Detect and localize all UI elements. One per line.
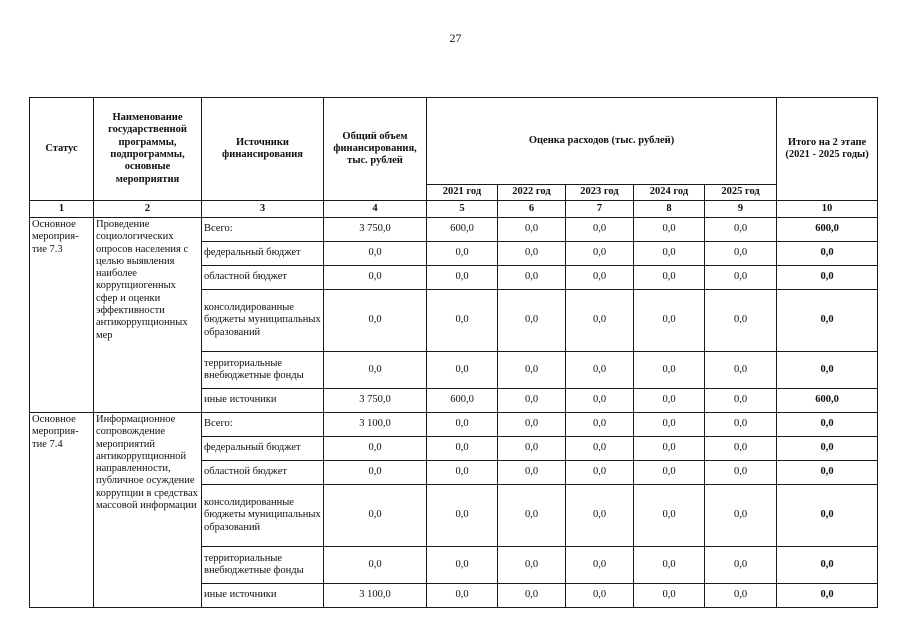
year-value-cell: 0,0 [566,266,634,290]
source-cell: консолидированные бюджеты муниципальных образований [202,485,324,547]
year-value-cell: 0,0 [427,352,498,389]
column-number: 10 [777,201,878,218]
year-value-cell: 0,0 [634,413,705,437]
year-value-cell: 0,0 [427,242,498,266]
year-value-cell: 0,0 [566,389,634,413]
total-volume-cell: 0,0 [324,547,427,584]
stage-total-cell: 0,0 [777,266,878,290]
column-number: 3 [202,201,324,218]
year-value-cell: 0,0 [427,266,498,290]
year-value-cell: 0,0 [427,437,498,461]
year-value-cell: 0,0 [705,352,777,389]
year-value-cell: 0,0 [498,461,566,485]
year-value-cell: 0,0 [427,290,498,352]
stage-total-cell: 0,0 [777,485,878,547]
column-number: 8 [634,201,705,218]
year-value-cell: 0,0 [566,461,634,485]
header-year: 2024 год [634,185,705,201]
column-number: 5 [427,201,498,218]
column-number: 2 [94,201,202,218]
page-number: 27 [449,31,462,45]
year-value-cell: 0,0 [566,290,634,352]
year-value-cell: 0,0 [705,389,777,413]
source-cell: территориальные внебюджетные фонды [202,547,324,584]
year-value-cell: 0,0 [705,290,777,352]
header-year: 2022 год [498,185,566,201]
stage-total-cell: 0,0 [777,461,878,485]
year-value-cell: 0,0 [705,218,777,242]
year-value-cell: 0,0 [566,584,634,608]
header-year: 2025 год [705,185,777,201]
stage-total-cell: 0,0 [777,290,878,352]
stage-total-cell: 600,0 [777,389,878,413]
source-cell: иные источники [202,584,324,608]
header-sources: Источники финансирования [202,98,324,201]
year-value-cell: 0,0 [634,437,705,461]
year-value-cell: 0,0 [705,437,777,461]
year-value-cell: 0,0 [705,547,777,584]
stage-total-cell: 0,0 [777,437,878,461]
header-year: 2023 год [566,185,634,201]
total-volume-cell: 3 100,0 [324,413,427,437]
year-value-cell: 600,0 [427,218,498,242]
year-value-cell: 0,0 [498,437,566,461]
year-value-cell: 0,0 [498,352,566,389]
year-value-cell: 0,0 [705,485,777,547]
year-value-cell: 0,0 [498,389,566,413]
year-value-cell: 0,0 [498,413,566,437]
column-number: 1 [30,201,94,218]
header-year: 2021 год [427,185,498,201]
source-cell: областной бюджет [202,461,324,485]
source-cell: иные источники [202,389,324,413]
total-volume-cell: 0,0 [324,352,427,389]
total-volume-cell: 0,0 [324,485,427,547]
source-cell: консолидированные бюджеты муниципальных образований [202,290,324,352]
total-volume-cell: 0,0 [324,242,427,266]
year-value-cell: 0,0 [498,266,566,290]
source-cell: федеральный бюджет [202,242,324,266]
year-value-cell: 0,0 [634,547,705,584]
header-name: Наименование государственной программы, подпрограммы, основные мероприятия [94,98,202,201]
year-value-cell: 0,0 [427,461,498,485]
year-value-cell: 0,0 [498,290,566,352]
year-value-cell: 0,0 [498,485,566,547]
stage-total-cell: 600,0 [777,218,878,242]
table-row [30,413,878,437]
year-value-cell: 0,0 [634,266,705,290]
year-value-cell: 0,0 [705,413,777,437]
stage-total-cell: 0,0 [777,242,878,266]
status-cell: Основное мероприя-тие 7.4 [30,413,94,608]
year-value-cell: 0,0 [634,290,705,352]
year-value-cell: 0,0 [634,352,705,389]
year-value-cell: 0,0 [705,584,777,608]
year-value-cell: 0,0 [634,584,705,608]
year-value-cell: 0,0 [427,413,498,437]
year-value-cell: 0,0 [427,485,498,547]
year-value-cell: 0,0 [566,352,634,389]
total-volume-cell: 3 100,0 [324,584,427,608]
column-number: 9 [705,201,777,218]
table-row [30,218,878,242]
stage-total-cell: 0,0 [777,352,878,389]
year-value-cell: 0,0 [634,242,705,266]
year-value-cell: 0,0 [566,242,634,266]
measure-name-cell: Проведение социологических опросов населения с целью выявления наиболее коррупциогенных сфер и оценки эффективности антикоррупционных мер [94,218,202,413]
year-value-cell: 0,0 [427,584,498,608]
year-value-cell: 0,0 [566,413,634,437]
total-volume-cell: 0,0 [324,437,427,461]
year-value-cell: 0,0 [634,218,705,242]
year-value-cell: 0,0 [566,485,634,547]
year-value-cell: 0,0 [498,584,566,608]
total-volume-cell: 3 750,0 [324,389,427,413]
year-value-cell: 0,0 [498,547,566,584]
source-cell: областной бюджет [202,266,324,290]
total-volume-cell: 0,0 [324,461,427,485]
year-value-cell: 0,0 [498,218,566,242]
table-body [30,218,878,608]
year-value-cell: 0,0 [427,547,498,584]
source-cell: территориальные внебюджетные фонды [202,352,324,389]
column-number: 7 [566,201,634,218]
header-stage-total: Итого на 2 этапе (2021 - 2025 годы) [777,98,878,201]
total-volume-cell: 0,0 [324,266,427,290]
source-cell: федеральный бюджет [202,437,324,461]
stage-total-cell: 0,0 [777,413,878,437]
total-volume-cell: 0,0 [324,290,427,352]
header-status: Статус [30,98,94,201]
header-total-volume: Общий объем финансирования, тыс. рублей [324,98,427,201]
year-value-cell: 0,0 [498,242,566,266]
column-number: 6 [498,201,566,218]
source-cell: Всего: [202,218,324,242]
year-value-cell: 600,0 [427,389,498,413]
year-value-cell: 0,0 [705,242,777,266]
header-expenses: Оценка расходов (тыс. рублей) [427,98,777,185]
year-value-cell: 0,0 [705,266,777,290]
year-value-cell: 0,0 [566,437,634,461]
year-value-cell: 0,0 [705,461,777,485]
year-value-cell: 0,0 [566,547,634,584]
budget-table [29,97,878,608]
total-volume-cell: 3 750,0 [324,218,427,242]
source-cell: Всего: [202,413,324,437]
year-value-cell: 0,0 [634,485,705,547]
stage-total-cell: 0,0 [777,547,878,584]
year-value-cell: 0,0 [634,389,705,413]
measure-name-cell: Информационное сопровождение мероприятий антикоррупционной направленности, публичное осуждение коррупции в средствах массовой информации [94,413,202,608]
stage-total-cell: 0,0 [777,584,878,608]
year-value-cell: 0,0 [566,218,634,242]
year-value-cell: 0,0 [634,461,705,485]
status-cell: Основное мероприя-тие 7.3 [30,218,94,413]
column-number: 4 [324,201,427,218]
